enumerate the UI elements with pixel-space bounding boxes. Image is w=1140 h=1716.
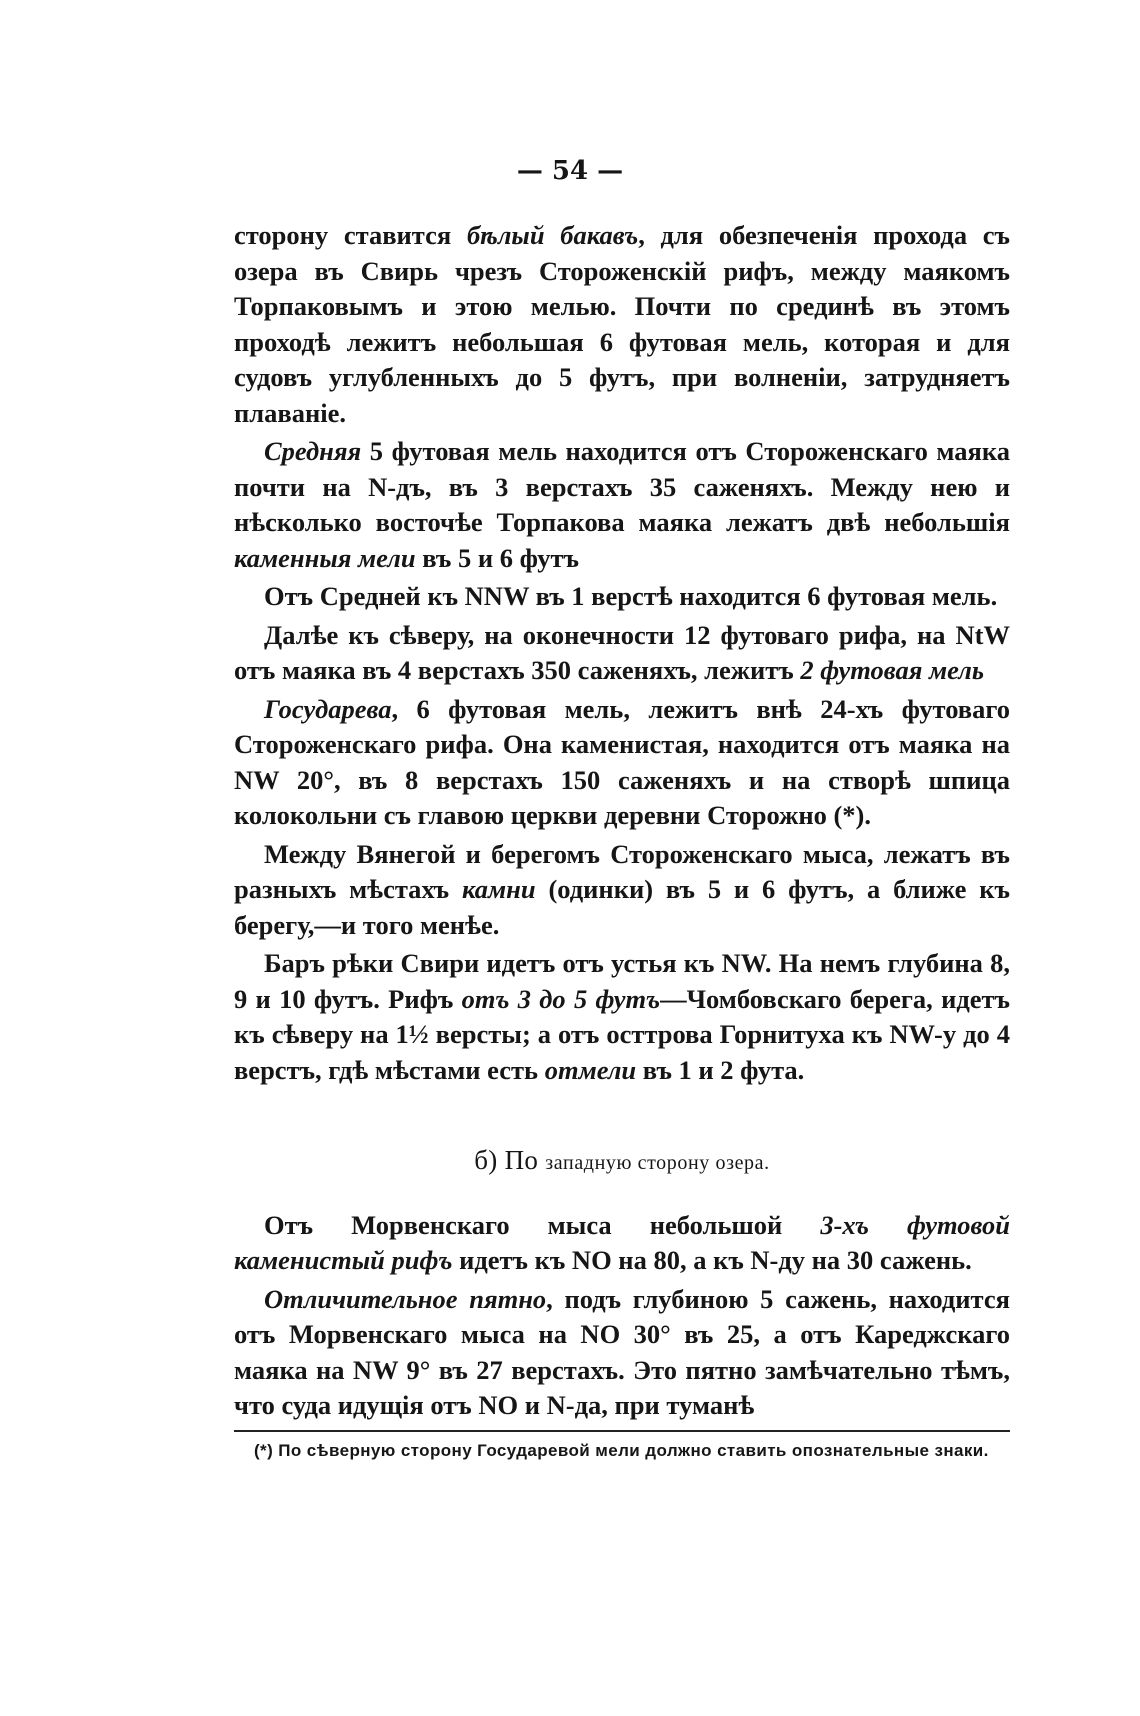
text-segment: Отъ Средней къ NNW въ 1 верстѣ находится 6 футовая мель. <box>264 581 998 611</box>
paragraph <box>234 618 1010 689</box>
italic-text: каменныя мели <box>234 542 416 573</box>
paragraph <box>234 579 1010 615</box>
paragraph <box>234 1282 1010 1424</box>
italic-text: 2 футовая мель <box>800 655 984 685</box>
footnote-rule <box>234 1430 1010 1432</box>
paragraph <box>234 692 1010 834</box>
italic-text: Отличительное пятно <box>264 1283 547 1314</box>
paragraphs-after <box>234 1208 1010 1424</box>
text-segment: сторону ставится <box>234 220 467 250</box>
section-heading-rest: западную сторону озера. <box>545 1152 770 1174</box>
italic-text: отъ 3 до 5 футъ <box>461 983 661 1014</box>
text-segment: въ 5 и 6 футъ <box>415 542 580 573</box>
text-segment: —Чомбовскаго берега, идетъ къ сѣверу на 1½ версты; а отъ осттрова Горнитуха къ NW-у до 4 верстъ, гдѣ мѣстами есть <box>234 983 1010 1085</box>
paragraph <box>234 837 1010 944</box>
footnote <box>234 1438 1010 1464</box>
italic-text: Средняя <box>264 436 362 466</box>
text-segment: (одинки) въ 5 и 6 футъ, а ближе къ берегу,—и того менѣе. <box>234 874 1010 940</box>
text-segment: , подъ глубиною 5 сажень, находится отъ Морвенскаго мыса на NO 30° въ 25, а отъ Кареджскаго маяка на NW 9° въ 27 верстахъ. Это пятно замѣчательно тѣмъ, что суда идущія отъ NO и N-да, при туманѣ <box>234 1283 1010 1420</box>
text-segment: , 6 футовая мель, лежитъ внѣ 24-хъ футоваго Стороженскаго рифа. Она каменистая, находится отъ маяка на NW 20°, въ 8 верстахъ 150 саженяхъ и на створѣ шпица колокольни съ главою церкви деревни Сторожно (*). <box>234 693 1010 830</box>
text-segment: идетъ къ NO на 80, а къ N-ду на 30 сажень. <box>452 1245 972 1275</box>
footnote-text: По сѣверную сторону Государевой мели должно ставить опознательные знаки. <box>278 1440 989 1460</box>
text-segment: , для обезпеченія прохода съ озера въ Свирь чрезъ Стороженскій рифъ, между маякомъ Торпаковымъ и этою мелью. Почти по срединѣ въ этомъ проходѣ лежитъ небольшая 6 футовая мель, которая и для судовъ углубленныхъ до 5 футъ, при волненіи, затрудняетъ плаваніе. <box>234 220 1010 428</box>
text-segment: въ 1 и 2 фута. <box>636 1054 805 1085</box>
section-heading-prefix: б) По <box>474 1145 539 1175</box>
text-segment: 5 футовая мель находится отъ Стороженскаго маяка почти на N-дъ, въ 3 верстахъ 35 саженяхъ. Между нею и нѣсколько восточѣе Торпакова маяка лежатъ двѣ небольшія <box>234 436 1010 537</box>
italic-text: Государева <box>264 693 392 724</box>
section-heading <box>234 1143 1010 1182</box>
paragraph <box>234 218 1010 431</box>
italic-text: бѣлый бакавъ <box>466 220 639 250</box>
text-segment: Отъ Морвенскаго мыса небольшой <box>264 1209 821 1240</box>
paragraph <box>234 946 1010 1088</box>
footnote-mark: (*) <box>254 1440 274 1460</box>
italic-text: отмели <box>544 1054 637 1085</box>
page-number: — 54 — <box>516 156 624 186</box>
body-text <box>234 218 1010 1464</box>
paragraph <box>234 1208 1010 1279</box>
text-segment: Между Вянегой и берегомъ Стороженскаго мыса, лежатъ въ разныхъ мѣстахъ <box>234 838 1010 904</box>
italic-text: 3-хъ футовой каменистый рифъ <box>234 1209 1010 1275</box>
italic-text: камни <box>461 874 536 904</box>
paragraph <box>234 434 1010 576</box>
text-segment: Далѣе къ сѣверу, на оконечности 12 футоваго рифа, на NtW отъ маяка въ 4 верстахъ 350 саженяхъ, лежитъ <box>234 619 1010 685</box>
paragraphs-before <box>234 218 1010 1088</box>
text-segment: Баръ рѣки Свири идетъ отъ устья къ NW. На немъ глубина 8, 9 и 10 футъ. Рифъ <box>234 948 1010 1014</box>
